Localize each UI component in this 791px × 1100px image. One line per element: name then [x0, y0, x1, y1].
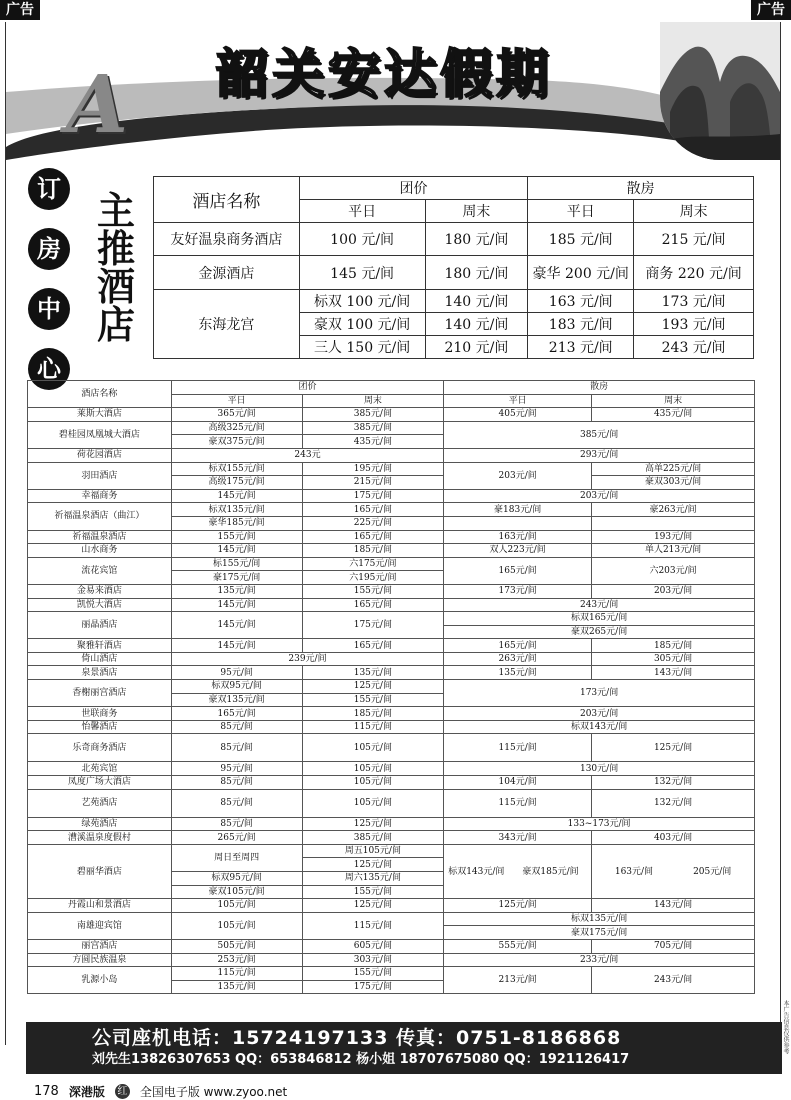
table-cell: 105元/间: [302, 762, 444, 776]
table-cell: 标双165元/间: [444, 612, 755, 626]
table-cell: 豪双375元/间: [171, 435, 302, 449]
ad-label-left: 广告: [0, 0, 40, 20]
table-cell: 豪双175元/间: [444, 926, 755, 940]
table-row: [154, 256, 754, 289]
table-cell: 125元/间: [302, 817, 444, 831]
table-cell: 85元/间: [171, 776, 302, 790]
table-header-row: [28, 381, 755, 395]
table-cell: 六175元/间: [302, 557, 444, 571]
banner: [6, 22, 780, 160]
table-cell: 385元/间: [302, 408, 444, 422]
ad-label-right: 广告: [751, 0, 791, 20]
table-cell: 三人 150 元/间: [299, 335, 425, 358]
table-cell: 艺苑酒店: [28, 789, 172, 817]
table-cell: 85元/间: [171, 720, 302, 734]
table-row: [28, 762, 755, 776]
table-cell: 185元/间: [302, 707, 444, 721]
table-cell: 聚雅轩酒店: [28, 639, 172, 653]
table-cell: 213 元/间: [528, 335, 634, 358]
table-cell: 104元/间: [444, 776, 592, 790]
table-row: [28, 912, 755, 926]
table-cell: 385元/间: [302, 831, 444, 845]
table-cell: 豪双303元/间: [592, 476, 755, 490]
table-row: [28, 817, 755, 831]
table-cell: 143元/间: [592, 666, 755, 680]
table-cell: 散房: [444, 381, 755, 395]
table-cell: 165元/间: [302, 598, 444, 612]
table-cell: 南雄迎宾馆: [28, 912, 172, 939]
table-row: [28, 598, 755, 612]
table-cell: 173元/间: [444, 680, 755, 707]
table-row: [28, 899, 755, 913]
featured-hotel-table: [153, 176, 754, 359]
table-cell: 135元/间: [444, 666, 592, 680]
header-loose-price: 散房: [528, 177, 754, 200]
brand-logo: A: [66, 57, 129, 151]
table-cell: 132元/间: [592, 789, 755, 817]
table-cell: 215元/间: [302, 476, 444, 490]
table-cell: 友好温泉商务酒店: [154, 223, 300, 256]
table-cell: 405元/间: [444, 408, 592, 422]
table-cell: 凯悦大酒店: [28, 598, 172, 612]
table-cell: 115元/间: [444, 789, 592, 817]
table-cell: 平日: [528, 200, 634, 223]
table-row: [28, 707, 755, 721]
contact-persons: 刘先生13826307653 QQ：653846812 杨小姐 18707675080 QQ：1921126417: [92, 1052, 630, 1067]
table-cell: 北苑宾馆: [28, 762, 172, 776]
table-cell: 豪华185元/间: [171, 516, 302, 530]
table-cell: 105元/间: [302, 789, 444, 817]
table-cell: 135元/间: [171, 584, 302, 598]
table-cell: 丽宫酒店: [28, 939, 172, 953]
brand-title: 韶关安达假期: [216, 45, 553, 105]
table-cell: 豪双 100 元/间: [299, 312, 425, 335]
table-cell: 163元/间: [444, 530, 592, 544]
table-cell: 105元/间: [302, 776, 444, 790]
circle-char: 心: [28, 348, 70, 390]
table-cell: 绿苑酒店: [28, 817, 172, 831]
table-cell: 荷花园酒店: [28, 448, 172, 462]
table-cell: 435元/间: [302, 435, 444, 449]
table-cell: 165元/间: [444, 639, 592, 653]
table-row: [28, 953, 755, 967]
table-cell: 195元/间: [302, 462, 444, 476]
table-cell: 世联商务: [28, 707, 172, 721]
table-cell: 豪263元/间: [592, 503, 755, 517]
table-cell: 东海龙宫: [154, 289, 300, 358]
table-row: [28, 776, 755, 790]
table-row: [28, 666, 755, 680]
header-hotel-name: 酒店名称: [154, 177, 300, 223]
table-cell: 怡馨酒店: [28, 720, 172, 734]
table-cell: 203元/间: [444, 707, 755, 721]
table-cell: 253元/间: [171, 953, 302, 967]
table-cell: 145 元/间: [299, 256, 425, 289]
table-cell: 145元/间: [171, 544, 302, 558]
table-cell: 243 元/间: [634, 335, 754, 358]
table-cell: 145元/间: [171, 489, 302, 503]
table-cell: 碧桂园凤凰城大酒店: [28, 421, 172, 448]
table-cell: 180 元/间: [425, 223, 528, 256]
table-cell: 163元/间 205元/间: [592, 844, 755, 898]
table-cell: 243元: [171, 448, 443, 462]
table-cell: 233元/间: [444, 953, 755, 967]
scenery-photo: [660, 22, 780, 160]
table-cell: 高级325元/间: [171, 421, 302, 435]
table-cell: 165元/间: [302, 503, 444, 517]
table-cell: 185元/间: [302, 544, 444, 558]
table-row: [28, 639, 755, 653]
table-row: [28, 652, 755, 666]
page-number: 178: [34, 1084, 59, 1099]
table-cell: 标双155元/间: [171, 462, 302, 476]
table-cell: 115元/间: [302, 720, 444, 734]
table-cell: 193 元/间: [634, 312, 754, 335]
table-cell: 143元/间: [592, 899, 755, 913]
table-cell: 155元/间: [302, 584, 444, 598]
table-cell: 丽晶酒店: [28, 612, 172, 639]
table-cell: 周日至周四: [171, 844, 302, 871]
featured-hotels-heading: 主 推 酒 店: [96, 189, 135, 347]
page-footer: [34, 1083, 287, 1100]
table-cell: 265元/间: [171, 831, 302, 845]
table-cell: 六195元/间: [302, 571, 444, 585]
table-cell: 343元/间: [444, 831, 592, 845]
edition-badge: 红: [115, 1084, 130, 1099]
table-cell: 133~173元/间: [444, 817, 755, 831]
table-cell: 263元/间: [444, 652, 592, 666]
table-cell: 标双135元/间: [444, 912, 755, 926]
table-cell: 平日: [444, 394, 592, 408]
table-row: [28, 584, 755, 598]
table-cell: 标双95元/间: [171, 680, 302, 694]
table-cell: 高单225元/间: [592, 462, 755, 476]
table-cell: 705元/间: [592, 939, 755, 953]
table-cell: 标155元/间: [171, 557, 302, 571]
table-cell: 95元/间: [171, 666, 302, 680]
table-cell: 132元/间: [592, 776, 755, 790]
table-row: [28, 530, 755, 544]
table-cell: 180 元/间: [425, 256, 528, 289]
table-cell: 乐奇商务酒店: [28, 734, 172, 762]
table-cell: 乳源小岛: [28, 967, 172, 994]
table-cell: 173 元/间: [634, 289, 754, 312]
table-row: [28, 789, 755, 817]
table-cell: 丹霞山和景酒店: [28, 899, 172, 913]
table-cell: 115元/间: [444, 734, 592, 762]
table-cell: 周末: [302, 394, 444, 408]
table-cell: 单人213元/间: [592, 544, 755, 558]
table-cell: 403元/间: [592, 831, 755, 845]
table-cell: 155元/间: [302, 885, 444, 899]
table-cell: 平日: [299, 200, 425, 223]
table-row: [28, 720, 755, 734]
table-cell: 203元/间: [444, 462, 592, 489]
table-cell: 标双135元/间: [171, 503, 302, 517]
table-header-row: [154, 177, 754, 200]
table-cell: 泉景酒店: [28, 666, 172, 680]
table-cell: 高级175元/间: [171, 476, 302, 490]
table-cell: 豪183元/间: [444, 503, 592, 517]
table-cell: 85元/间: [171, 817, 302, 831]
table-cell: 140 元/间: [425, 312, 528, 335]
table-cell: 羽田酒店: [28, 462, 172, 489]
table-row: [28, 489, 755, 503]
table-cell: 105元/间: [171, 899, 302, 913]
table-cell: 165元/间: [444, 557, 592, 584]
table-cell: 175元/间: [302, 980, 444, 994]
table-cell: 幸福商务: [28, 489, 172, 503]
table-row: [28, 557, 755, 571]
table-cell: 305元/间: [592, 652, 755, 666]
table-cell: [592, 516, 755, 530]
table-cell: 125元/间: [302, 858, 444, 872]
table-cell: 135元/间: [302, 666, 444, 680]
table-cell: 香榭丽宫酒店: [28, 680, 172, 707]
circle-char: 房: [28, 228, 70, 270]
hotel-price-table: [27, 380, 755, 994]
table-cell: 流花宾馆: [28, 557, 172, 584]
table-cell: 210 元/间: [425, 335, 528, 358]
table-cell: 225元/间: [302, 516, 444, 530]
table-row: [28, 421, 755, 435]
table-cell: 175元/间: [302, 489, 444, 503]
table-cell: 100 元/间: [299, 223, 425, 256]
table-cell: 周末: [592, 394, 755, 408]
table-cell: 105元/间: [302, 734, 444, 762]
table-cell: 213元/间: [444, 967, 592, 994]
table-row: [28, 831, 755, 845]
table-cell: 标双 100 元/间: [299, 289, 425, 312]
table-row: [28, 544, 755, 558]
booking-center-label: [28, 168, 72, 408]
table-cell: 祈福温泉酒店（曲江）: [28, 503, 172, 530]
table-cell: 243元/间: [444, 598, 755, 612]
table-cell: 85元/间: [171, 789, 302, 817]
table-row: [154, 289, 754, 312]
table-cell: 155元/间: [171, 530, 302, 544]
header-group-price: 团价: [299, 177, 528, 200]
table-cell: 商务 220 元/间: [634, 256, 754, 289]
table-cell: 183 元/间: [528, 312, 634, 335]
table-cell: 125元/间: [592, 734, 755, 762]
table-cell: 95元/间: [171, 762, 302, 776]
table-cell: 185元/间: [592, 639, 755, 653]
table-cell: 193元/间: [592, 530, 755, 544]
edition-label: 深港版: [68, 1085, 105, 1099]
table-cell: 135元/间: [171, 980, 302, 994]
table-cell: 周末: [425, 200, 528, 223]
table-cell: 周末: [634, 200, 754, 223]
table-cell: 155元/间: [302, 967, 444, 981]
table-cell: 125元/间: [444, 899, 592, 913]
table-cell: 175元/间: [302, 612, 444, 639]
table-cell: 163 元/间: [528, 289, 634, 312]
table-cell: 倚山酒店: [28, 652, 172, 666]
table-cell: 385元/间: [444, 421, 755, 448]
table-cell: 酒店名称: [28, 381, 172, 408]
table-cell: 215 元/间: [634, 223, 754, 256]
table-cell: 605元/间: [302, 939, 444, 953]
table-cell: 155元/间: [302, 693, 444, 707]
table-row: [28, 503, 755, 517]
table-cell: 385元/间: [302, 421, 444, 435]
table-cell: 豪双265元/间: [444, 625, 755, 639]
table-cell: 125元/间: [302, 899, 444, 913]
table-cell: 203元/间: [444, 489, 755, 503]
table-cell: 六203元/间: [592, 557, 755, 584]
table-row: [28, 734, 755, 762]
table-cell: 平日: [171, 394, 302, 408]
table-cell: 203元/间: [592, 584, 755, 598]
side-note: 本广告信息仅供参考: [782, 1000, 789, 1054]
table-row: [28, 680, 755, 694]
table-cell: 145元/间: [171, 612, 302, 639]
table-row: [28, 939, 755, 953]
table-row: [28, 408, 755, 422]
table-cell: 140 元/间: [425, 289, 528, 312]
table-row: [154, 223, 754, 256]
table-cell: 豪双105元/间: [171, 885, 302, 899]
table-cell: 115元/间: [302, 912, 444, 939]
mountain-image: [660, 22, 780, 160]
table-cell: 165元/间: [302, 639, 444, 653]
table-cell: 碧丽华酒店: [28, 844, 172, 898]
table-cell: 周五105元/间: [302, 844, 444, 858]
table-cell: 239元/间: [171, 652, 443, 666]
circle-char: 订: [28, 168, 70, 210]
table-cell: 145元/间: [171, 598, 302, 612]
table-cell: 165元/间: [302, 530, 444, 544]
table-cell: 185 元/间: [528, 223, 634, 256]
left-rule: [5, 22, 6, 1045]
table-cell: 293元/间: [444, 448, 755, 462]
table-row: [28, 844, 755, 858]
table-cell: 金源酒店: [154, 256, 300, 289]
circle-char: 中: [28, 288, 70, 330]
table-cell: 凤度广场大酒店: [28, 776, 172, 790]
table-cell: 435元/间: [592, 408, 755, 422]
table-cell: 金易来酒店: [28, 584, 172, 598]
table-cell: 105元/间: [171, 912, 302, 939]
table-row: [28, 967, 755, 981]
table-cell: 标双95元/间: [171, 872, 302, 886]
table-cell: 365元/间: [171, 408, 302, 422]
table-cell: 方圆民族温泉: [28, 953, 172, 967]
table-cell: 115元/间: [171, 967, 302, 981]
company-phone-fax: 公司座机电话：15724197133 传真：0751-8186868: [92, 1027, 622, 1049]
contact-bar: [26, 1022, 782, 1074]
table-cell: 145元/间: [171, 639, 302, 653]
table-cell: 125元/间: [302, 680, 444, 694]
table-cell: 豪双135元/间: [171, 693, 302, 707]
table-cell: 豪175元/间: [171, 571, 302, 585]
table-cell: 团价: [171, 381, 443, 395]
table-cell: 555元/间: [444, 939, 592, 953]
table-row: [28, 448, 755, 462]
table-cell: 173元/间: [444, 584, 592, 598]
table-cell: 165元/间: [171, 707, 302, 721]
table-cell: 243元/间: [592, 967, 755, 994]
table-cell: 标双143元/间 豪双185元/间: [444, 844, 592, 898]
table-cell: 祈福温泉酒店: [28, 530, 172, 544]
table-cell: 周六135元/间: [302, 872, 444, 886]
table-cell: 双人223元/间: [444, 544, 592, 558]
table-cell: 303元/间: [302, 953, 444, 967]
table-row: [28, 462, 755, 476]
table-cell: 豪华 200 元/间: [528, 256, 634, 289]
table-row: [28, 612, 755, 626]
table-cell: 漕溪温泉度假村: [28, 831, 172, 845]
table-cell: 标双143元/间: [444, 720, 755, 734]
table-cell: [444, 516, 592, 530]
site-url: 全国电子版 www.zyoo.net: [139, 1085, 288, 1099]
table-cell: 505元/间: [171, 939, 302, 953]
table-cell: 山水商务: [28, 544, 172, 558]
table-cell: 130元/间: [444, 762, 755, 776]
right-rule: [780, 22, 781, 1045]
table-cell: 85元/间: [171, 734, 302, 762]
table-cell: 莱斯大酒店: [28, 408, 172, 422]
